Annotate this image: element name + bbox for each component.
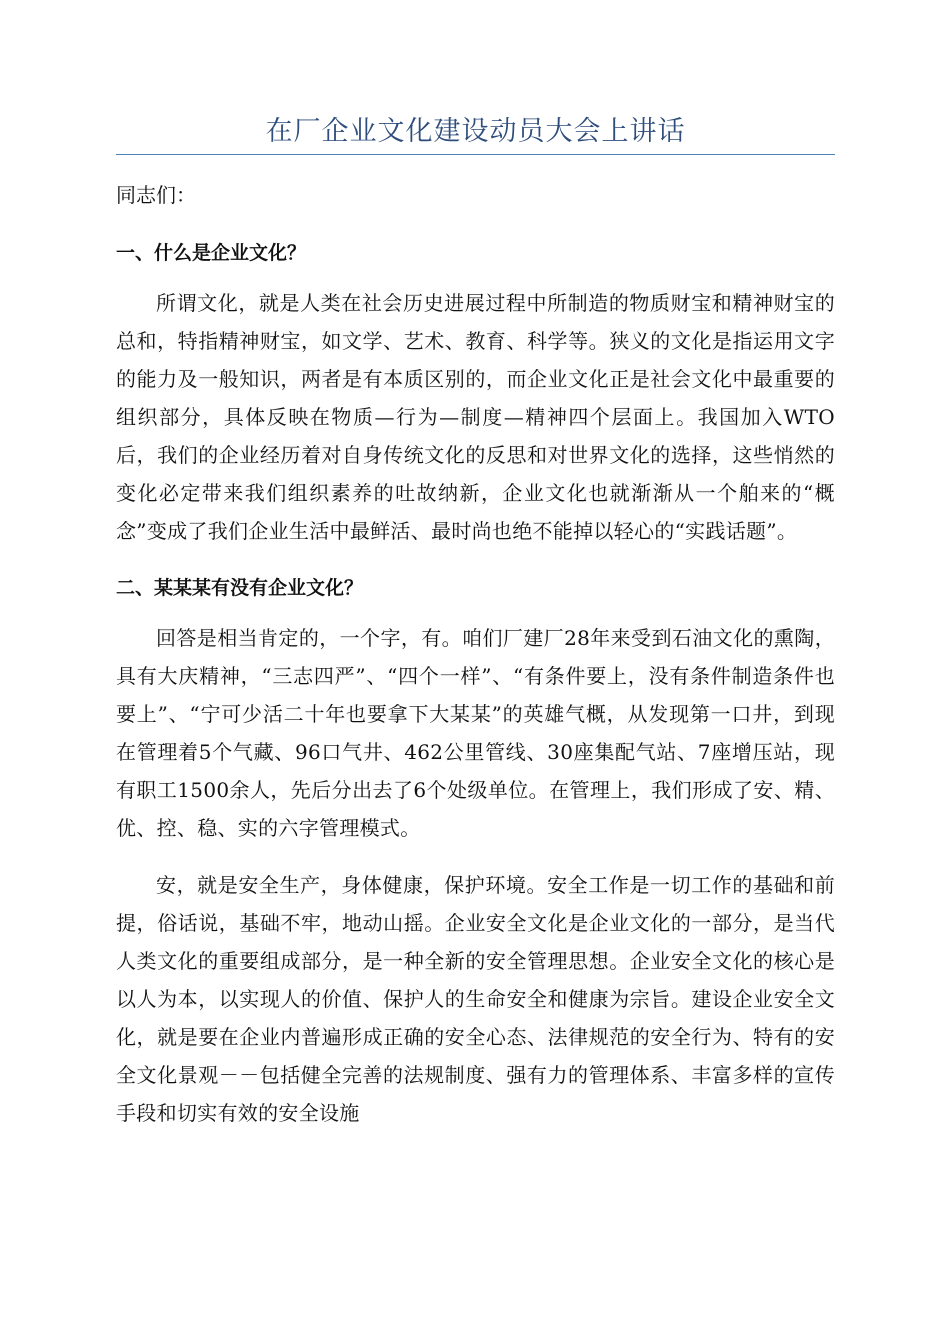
title-underline bbox=[116, 154, 835, 155]
section-heading-2: 二、某某某有没有企业文化？ bbox=[116, 577, 364, 599]
section-2-paragraph-2: 安，就是安全生产，身体健康，保护环境。安全工作是一切工作的基础和前提，俗话说，基础不牢，地动山摇。企业安全文化是企业文化的一部分，是当代人类文化的重要组成部分，是一种全新的安全管理思想。企业安全文化的核心是以人为本，以实现人的价值、保护人的生命安全和健康为宗旨。建设企业安全文化，就是要在企业内普遍形成正确的安全心态、法律规范的安全行为、特有的安全文化景观－－包括健全完善的法规制度、强有力的管理体系、丰富多样的宣传手段和切实有效的安全设施 bbox=[116, 873, 835, 1125]
section-1-paragraph-1: 所谓文化，就是人类在社会历史进展过程中所制造的物质财宝和精神财宝的总和，特指精神财宝，如文学、艺术、教育、科学等。狭义的文化是指运用文字的能力及一般知识，两者是有本质区别的，而企业文化正是社会文化中最重要的组织部分，具体反映在物质—行为—制度—精神四个层面上。我国加入WTO后，我们的企业经历着对自身传统文化的反思和对世界文化的选择，这些悄然的变化必定带来我们组织素养的吐故纳新，企业文化也就渐渐从一个舶来的“概念”变成了我们企业生活中最鲜活、最时尚也绝不能掉以轻心的“实践话题”。 bbox=[116, 291, 835, 543]
document-body bbox=[116, 176, 835, 1151]
document-title: 在厂企业文化建设动员大会上讲话 bbox=[265, 116, 686, 147]
section-2-paragraph-1: 回答是相当肯定的，一个字，有。咱们厂建厂28年来受到石油文化的熏陶，具有大庆精神，“三志四严”、“四个一样”、“有条件要上，没有条件制造条件也要上”、“宁可少活二十年也要拿下大某某”的英雄气概，从发现第一口井，到现在管理着5个气藏、96口气井、462公里管线、30座集配气站、7座增压站，现有职工1500余人，先后分出去了6个处级单位。在管理上，我们形成了安、精、优、控、稳、实的六字管理模式。 bbox=[116, 626, 835, 840]
section-heading-1: 一、什么是企业文化？ bbox=[116, 242, 307, 264]
greeting: 同志们： bbox=[116, 183, 196, 207]
